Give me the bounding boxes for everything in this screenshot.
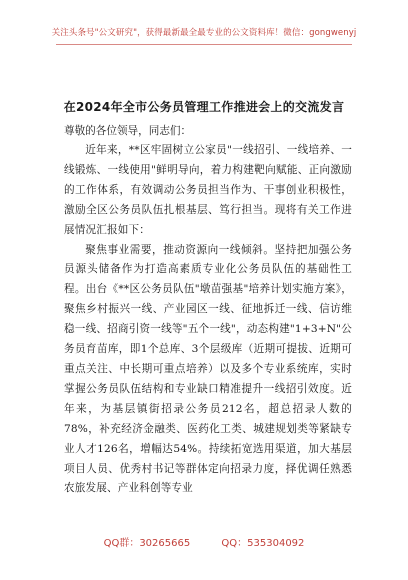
paragraph-1: 近年来，**区牢固树立公家员"一线招引、一线培养、一线锻炼、一线使用"鲜明导向，着力构建靶向赋能、正向激励的工作体系，有效调动公务员担当作为、干事创业积极性，激励全区公务员队伍扎根基层、笃行担当。现将有关工作进展情况汇报如下： (64, 144, 352, 236)
document-body (64, 118, 352, 499)
paragraph-2: 聚焦事业需要，推动资源向一线倾斜。坚持把加强公务员源头储备作为打造高素质专业化公务员队伍的基础性工程。出台《**区公务员队伍"墩苗强基"培养计划实施方案》，聚焦乡村振兴一线、产业园区一线、征地拆迁一线、信访维稳一线、招商引资一线等"五个一线"，动态构建"1+3+N"公务员育苗库，即1个总库、3个层级库（近期可提拔、近期可重点关注、中长期可重点培养）以及多个专业系统库，实时掌握公务员队伍结构和专业缺口精准提升一线招引效度。近年来，为基层镇街招录公务员212名，超总招录人数的78%，补充经济金融类、医药化工类、城建规划类等紧缺专业人才126名，增幅达54%。持续拓宽选用渠道，加大基层项目人员、优秀村书记等群体定向招录力度，择优调任熟悉农旅发展、产业科创等专业 (64, 243, 352, 495)
document-title: 在2024年全市公务员管理工作推进会上的交流发言 (63, 100, 345, 114)
header-divider (56, 44, 352, 45)
footer-qq: QQ：535304092 (221, 538, 305, 549)
greeting: 尊敬的各位领导，同志们： (64, 125, 192, 137)
footer-contact (0, 534, 408, 549)
header-note: 关注头条号"公文研究"，获得最新最全最专业的公文资料库！微信：gongwenyj (51, 28, 357, 38)
footer-qq-group: QQ群：30265665 (103, 538, 191, 549)
